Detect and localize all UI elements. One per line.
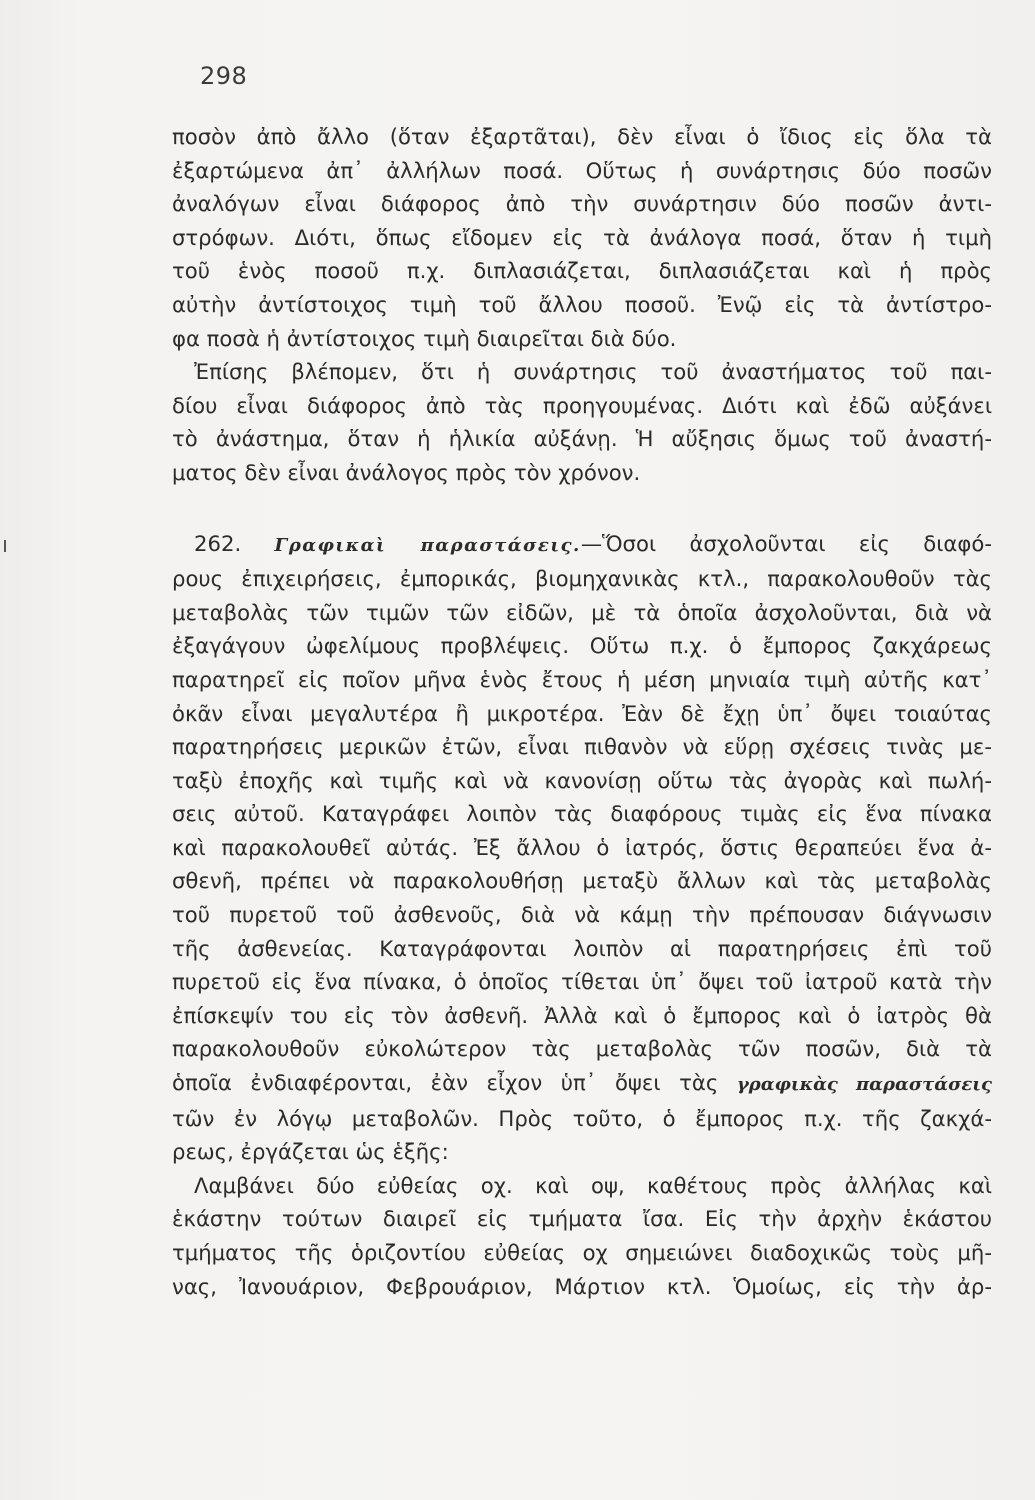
text-line-with-emphasis [172,1066,992,1102]
text-line: ρεως, ἐργάζεται ὡς ἑξῆς: [172,1139,449,1165]
text-line: ματος δὲν εἶναι ἀνάλογος πρὸς τὸν χρόνον. [172,459,641,485]
page-number: 298 [200,62,248,90]
section-number: 262. [194,530,242,556]
text-line: τῆς ἀσθενείας. Καταγράφονται λοιπὸν αἱ παρατηρήσεις ἐπὶ τοῦ [172,935,992,961]
text-line: καὶ παρακολουθεῖ αὐτάς. Ἐξ ἄλλου ὁ ἰατρός, ὅστις θεραπεύει ἕνα ἀ- [172,834,992,860]
text-line: ὀκᾶν εἶναι μεγαλυτέρα ἢ μικροτέρα. Ἐὰν δὲ ἔχῃ ὑπ᾽ ὄψει τοιαύτας [172,700,992,726]
text-line: σθενῆ, πρέπει νὰ παρακολουθήσῃ μεταξὺ ἄλλων καὶ τὰς μεταβολὰς [172,868,992,894]
section-gap [172,490,992,527]
section-title: Γραφικαὶ παραστάσεις. [274,534,581,556]
text-line: τὸ ἀνάστημα, ὅταν ἡ ἡλικία αὐξάνῃ. Ἡ αὔξησις ὅμως τοῦ ἀναστή- [172,426,992,452]
text-line: τμήματος τῆς ὁριζοντίου εὐθείας οχ σημειώνει διαδοχικῶς τοὺς μῆ- [172,1240,992,1265]
text-line: ἐξαγάγουν ὠφελίμους προβλέψεις. Οὕτω π.χ. ὁ ἔμπορος ζακχάρεως [172,633,992,659]
text-line: ἑκάστην τούτων διαιρεῖ εἰς τμήματα ἴσα. Εἰς τὴν ἀρχὴν ἑκάστου [172,1206,992,1232]
text-line: ρους ἐπιχειρήσεις, ἐμπορικάς, βιομηχανικὰς κτλ., παρακολουθοῦν τὰς [172,566,992,592]
text-fragment: ὁποῖα ἐνδιαφέρονται, ἐὰν εἶχον ὑπ᾽ ὄψει τὰς [172,1070,719,1096]
text-line: μεταβολὰς τῶν τιμῶν τῶν εἰδῶν, μὲ τὰ ὁποῖα ἀσχολοῦνται, διὰ νὰ [172,599,992,625]
text-line: Ἐπίσης βλέπομεν, ὅτι ἡ συνάρτησις τοῦ ἀναστήματος τοῦ παι- [194,359,992,385]
text-fragment: —Ὅσοι ἀσχολοῦνται εἰς διαφό- [580,530,992,556]
text-line: ἐπίσκεψίν του εἰς τὸν ἀσθενῆ. Ἀλλὰ καὶ ὁ ἔμπορος καὶ ὁ ἰατρὸς θὰ [172,1002,992,1028]
text-line: τῶν ἐν λόγῳ μεταβολῶν. Πρὸς τοῦτο, ὁ ἔμπορος π.χ. τῆς ζακχά- [172,1105,992,1131]
text-line: φα ποσὰ ἡ ἀντίστοιχος τιμὴ διαιρεῖται διὰ δύο. [172,325,677,351]
text-line: πυρετοῦ εἰς ἕνα πίνακα, ὁ ὁποῖος τίθεται ὑπ᾽ ὄψει τοῦ ἰατροῦ κατὰ τὴν [172,969,992,995]
text-line: παρακολουθοῦν εὐκολώτερον τὰς μεταβολὰς τῶν ποσῶν, διὰ τὰ [172,1036,992,1062]
text-line: ἐξαρτώμενα ἀπ᾽ ἀλλήλων ποσά. Οὕτως ἡ συνάρτησις δύο ποσῶν [172,157,992,183]
text-line: παρατηρεῖ εἰς ποῖον μῆνα ἑνὸς ἔτους ἡ μέση μηνιαία τιμὴ αὐτῆς κατ᾽ [172,666,992,692]
text-line: στρόφων. Διότι, ὅπως εἴδομεν εἰς τὰ ἀνάλογα ποσά, ὅταν ἡ τιμὴ [172,224,992,250]
text-line: ποσὸν ἀπὸ ἄλλο (ὅταν ἐξαρτᾶται), δὲν εἶναι ὁ ἴδιος εἰς ὅλα τὰ [172,124,992,149]
text-line: Λαμβάνει δύο εὐθείας οχ. καὶ οψ, καθέτους πρὸς ἀλλήλας καὶ [194,1172,992,1198]
body-text [172,120,992,1303]
text-line: τοῦ ἑνὸς ποσοῦ π.χ. διπλασιάζεται, διπλασιάζεται καὶ ἡ πρὸς [172,258,992,284]
text-line: σεις αὐτοῦ. Καταγράφει λοιπὸν τὰς διαφόρους τιμὰς εἰς ἕνα πίνακα [172,801,992,827]
text-line: τοῦ πυρετοῦ τοῦ ἀσθενοῦς, διὰ νὰ κάμῃ τὴν πρέπουσαν διάγνωσιν [172,902,992,928]
emphasized-term: γραφικὰς παραστάσεις [736,1074,992,1096]
text-line: ἀναλόγων εἶναι διάφορος ἀπὸ τὴν συνάρτησιν δύο ποσῶν ἀντι- [172,191,992,217]
text-line: αὐτὴν ἀντίστοιχος τιμὴ τοῦ ἄλλου ποσοῦ. Ἐνῷ εἰς τὰ ἀντίστρο- [172,291,992,317]
text-line: παρατηρήσεις μερικῶν ἐτῶν, εἶναι πιθανὸν νὰ εὕρῃ σχέσεις τινὰς με- [172,734,992,760]
text-line: νας, Ἰανουάριον, Φεβρουάριον, Μάρτιον κτλ. Ὁμοίως, εἰς τὴν ἀρ- [172,1273,992,1299]
section-heading-line [172,527,992,563]
text-line: ταξὺ ἐποχῆς καὶ τιμῆς καὶ νὰ κανονίσῃ οὕτω τὰς ἀγορὰς καὶ πωλή- [172,767,992,793]
margin-mark [4,540,6,552]
text-line: δίου εἶναι διάφορος ἀπὸ τὰς προηγουμένας. Διότι καὶ ἐδῶ αὐξάνει [172,392,992,418]
